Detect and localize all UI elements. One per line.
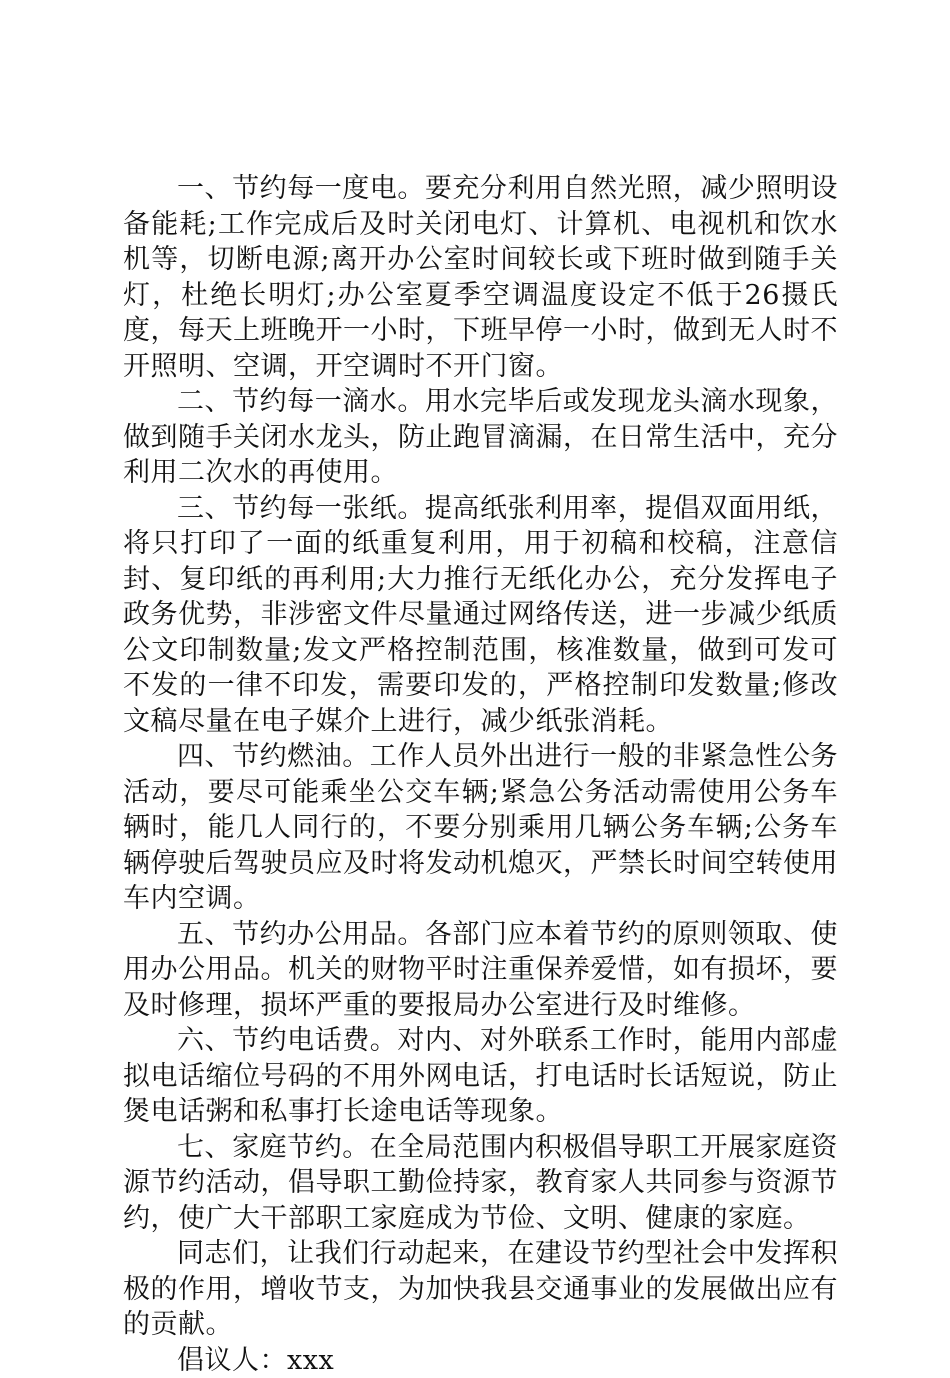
paragraph-paper: 三、节约每一张纸。提高纸张利用率，提倡双面用纸，将只打印了一面的纸重复利用，用于初稿和校稿，注意信封、复印纸的再利用;大力推行无纸化办公，充分发挥电子政务优势，非涉密文件尽量通过网络传送，进一步减少纸质公文印制数量;发文严格控制范围，核准数量，做到可发可不发的一律不印发，需要印发的，严格控制印发数量;修改文稿尽量在电子媒介上进行，减少纸张消耗。	[123, 491, 838, 740]
paragraph-phone-bill: 六、节约电话费。对内、对外联系工作时，能用内部虚拟电话缩位号码的不用外网电话，打电话时长话短说，防止煲电话粥和私事打长途电话等现象。	[123, 1023, 838, 1130]
paragraph-office-supplies: 五、节约办公用品。各部门应本着节约的原则领取、使用办公用品。机关的财物平时注重保养爱惜，如有损坏，要及时修理，损坏严重的要报局办公室进行及时维修。	[123, 917, 838, 1024]
paragraph-closing: 同志们，让我们行动起来，在建设节约型社会中发挥积极的作用，增收节支，为加快我县交通事业的发展做出应有的贡献。	[123, 1236, 838, 1343]
paragraph-household: 七、家庭节约。在全局范围内积极倡导职工开展家庭资源节约活动，倡导职工勤俭持家，教育家人共同参与资源节约，使广大干部职工家庭成为节俭、文明、健康的家庭。	[123, 1130, 838, 1237]
signature-line: 倡议人：xxx	[123, 1343, 838, 1378]
document-body	[123, 171, 838, 1378]
paragraph-electricity: 一、节约每一度电。要充分利用自然光照，减少照明设备能耗;工作完成后及时关闭电灯、计算机、电视机和饮水机等，切断电源;离开办公室时间较长或下班时做到随手关灯，杜绝长明灯;办公室夏季空调温度设定不低于26摄氏度，每天上班晚开一小时，下班早停一小时，做到无人时不开照明、空调，开空调时不开门窗。	[123, 171, 838, 384]
paragraph-water: 二、节约每一滴水。用水完毕后或发现龙头滴水现象，做到随手关闭水龙头，防止跑冒滴漏，在日常生活中，充分利用二次水的再使用。	[123, 384, 838, 491]
paragraph-fuel: 四、节约燃油。工作人员外出进行一般的非紧急性公务活动，要尽可能乘坐公交车辆;紧急公务活动需使用公务车辆时，能几人同行的，不要分别乘用几辆公务车辆;公务车辆停驶后驾驶员应及时将发动机熄灭，严禁长时间空转使用车内空调。	[123, 739, 838, 917]
